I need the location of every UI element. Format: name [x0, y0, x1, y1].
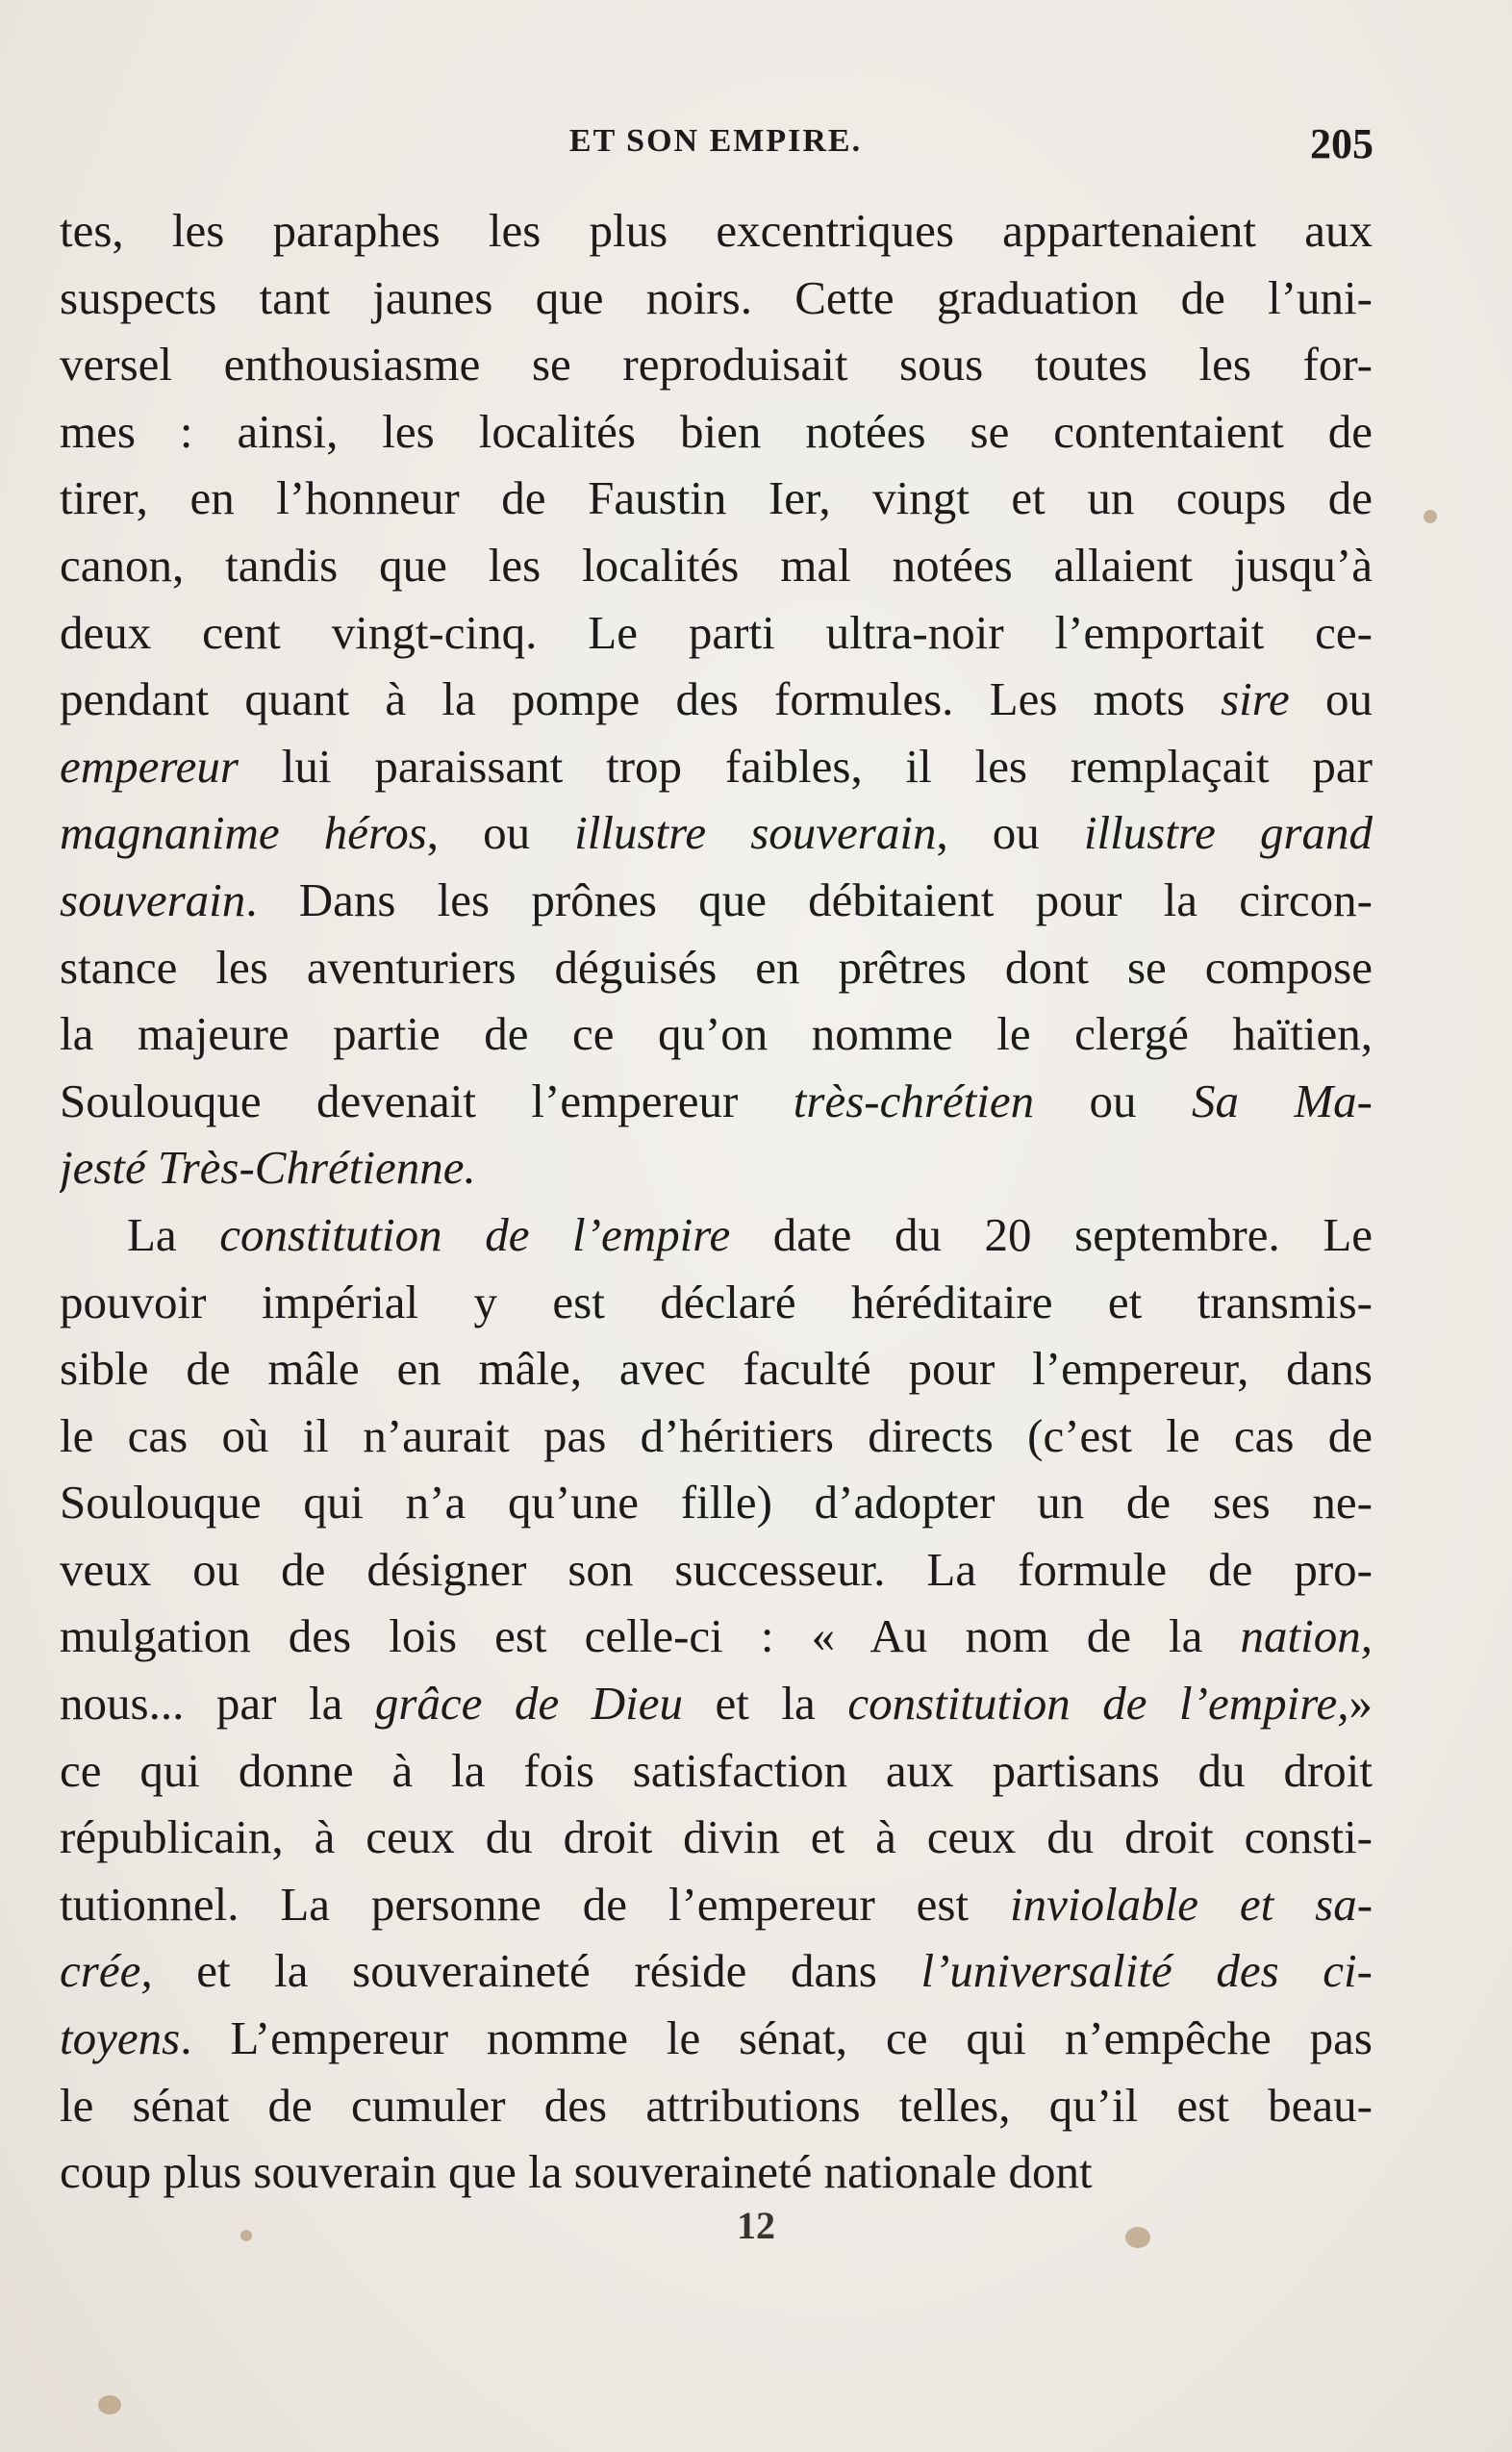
- text-line: [60, 1000, 1373, 1068]
- foxing-stain: [98, 2395, 121, 2414]
- text-line: [60, 1469, 1373, 1536]
- italic-text: crée,: [60, 1944, 153, 1998]
- text-run: coup plus souverain que la souveraineté nationale dont: [60, 2145, 1093, 2199]
- text-line: [60, 2072, 1373, 2139]
- text-run: La: [127, 1207, 220, 1261]
- italic-text: souverain: [60, 872, 246, 926]
- text-run: canon, tandis que les localités mal notées allaient jusqu’à: [60, 538, 1373, 592]
- text-run: veux ou de désigner son successeur. La formule de pro-: [60, 1542, 1373, 1596]
- text-line: [60, 532, 1373, 599]
- text-line: [60, 1335, 1373, 1403]
- text-line: [60, 265, 1373, 332]
- text-run: tirer, en l’honneur de Faustin Ier, vingt et un coups de: [60, 471, 1373, 525]
- text-line: [60, 799, 1373, 867]
- foxing-stain: [240, 2230, 252, 2241]
- text-line: [60, 666, 1373, 733]
- text-run: et la: [683, 1677, 848, 1731]
- text-line: [60, 2005, 1373, 2072]
- text-line: [60, 465, 1373, 532]
- text-run: mulgation des lois est celle-ci : « Au nom de la: [60, 1609, 1241, 1663]
- text-line: [60, 934, 1373, 1001]
- text-run: la majeure partie de ce qu’on nomme le clergé haïtien,: [60, 1007, 1373, 1061]
- text-run: date du 20 septembre. Le: [730, 1207, 1373, 1261]
- text-run: ou: [1034, 1074, 1192, 1127]
- text-run: sible de mâle en mâle, avec faculté pour l’empereur, dans: [60, 1342, 1373, 1396]
- text-line: [60, 1937, 1373, 2005]
- text-run: nous... par la: [60, 1677, 375, 1731]
- text-line: [60, 1403, 1373, 1470]
- text-line: [60, 2138, 1373, 2206]
- text-run: et la souveraineté réside dans: [152, 1944, 921, 1998]
- page-header: [58, 120, 1373, 181]
- text-run: lui paraissant trop faibles, il les remplaçait par: [238, 739, 1373, 793]
- text-run: , ou: [936, 806, 1084, 860]
- text-run: . Dans les prônes que débitaient pour la circon-: [245, 872, 1373, 926]
- text-line: [60, 867, 1373, 934]
- text-run: ce qui donne à la fois satisfaction aux partisans du droit: [60, 1743, 1373, 1797]
- italic-text: constitution de l’empire: [219, 1207, 731, 1261]
- text-line: [60, 1871, 1373, 1938]
- italic-text: Sa Ma-: [1191, 1074, 1373, 1127]
- foxing-stain: [1424, 510, 1437, 523]
- text-run: suspects tant jaunes que noirs. Cette graduation de l’uni-: [60, 270, 1373, 324]
- text-run: tutionnel. La personne de l’empereur est: [60, 1877, 1011, 1931]
- text-line: [60, 1134, 1373, 1201]
- italic-text: grâce de Dieu: [374, 1677, 683, 1731]
- italic-text: sire: [1221, 672, 1290, 726]
- text-run: pouvoir impérial y est déclaré héréditaire et transmis-: [60, 1275, 1373, 1328]
- text-line: [60, 733, 1373, 800]
- text-line: [60, 197, 1373, 265]
- italic-text: constitution de l’empire,: [847, 1677, 1349, 1731]
- text-run: stance les aventuriers déguisés en prêtres dont se compose: [60, 940, 1373, 994]
- text-run: deux cent vingt-cinq. Le parti ultra-noir l’emportait ce-: [60, 605, 1373, 659]
- text-run: Soulouque devenait l’empereur: [60, 1074, 794, 1127]
- text-line: [60, 1737, 1373, 1805]
- italic-text: nation,: [1240, 1609, 1373, 1663]
- text-run: tes, les paraphes les plus excentriques appartenaient aux: [60, 204, 1373, 257]
- page-number: 205: [1310, 120, 1373, 167]
- foxing-stain: [1125, 2227, 1150, 2248]
- text-run: Soulouque qui n’a qu’une fille) d’adopter un de ses ne-: [60, 1476, 1373, 1529]
- italic-text: très-chrétien: [793, 1074, 1035, 1127]
- italic-text: empereur: [60, 739, 239, 793]
- text-line: [60, 1201, 1373, 1269]
- text-line: [60, 599, 1373, 667]
- text-line: [60, 331, 1373, 398]
- text-run: , ou: [426, 806, 575, 860]
- text-run: le sénat de cumuler des attributions telles, qu’il est beau-: [60, 2078, 1373, 2132]
- running-title: ET SON EMPIRE.: [568, 123, 863, 159]
- italic-text: toyens: [60, 2011, 181, 2065]
- italic-text: magnanime héros: [60, 806, 427, 860]
- body-text: [60, 197, 1373, 2206]
- text-run: versel enthousiasme se reproduisait sous toutes les for-: [60, 338, 1373, 392]
- text-line: [60, 1804, 1373, 1871]
- text-run: mes : ainsi, les localités bien notées se contentaient de: [60, 404, 1373, 458]
- text-line: [60, 1603, 1373, 1670]
- italic-text: l’universalité des ci-: [920, 1944, 1373, 1998]
- text-run: républicain, à ceux du droit divin et à ceux du droit consti-: [60, 1810, 1373, 1864]
- signature-mark: 12: [737, 2204, 775, 2247]
- italic-text: illustre souverain: [574, 806, 937, 860]
- italic-text: illustre grand: [1083, 806, 1373, 860]
- text-line: [60, 398, 1373, 466]
- text-line: [60, 1068, 1373, 1135]
- text-run: pendant quant à la pompe des formules. Les mots: [60, 672, 1222, 726]
- text-line: [60, 1536, 1373, 1604]
- text-run: le cas où il n’aurait pas d’héritiers directs (c’est le cas de: [60, 1408, 1373, 1462]
- text-run: ou: [1289, 672, 1373, 726]
- text-run: . L’empereur nomme le sénat, ce qui n’empêche pas: [180, 2011, 1373, 2065]
- italic-text: inviolable et sa-: [1010, 1877, 1373, 1931]
- text-line: [60, 1670, 1373, 1737]
- italic-text: jesté Très-Chrétienne.: [60, 1141, 476, 1195]
- text-run: »: [1348, 1677, 1373, 1731]
- text-line: [60, 1269, 1373, 1336]
